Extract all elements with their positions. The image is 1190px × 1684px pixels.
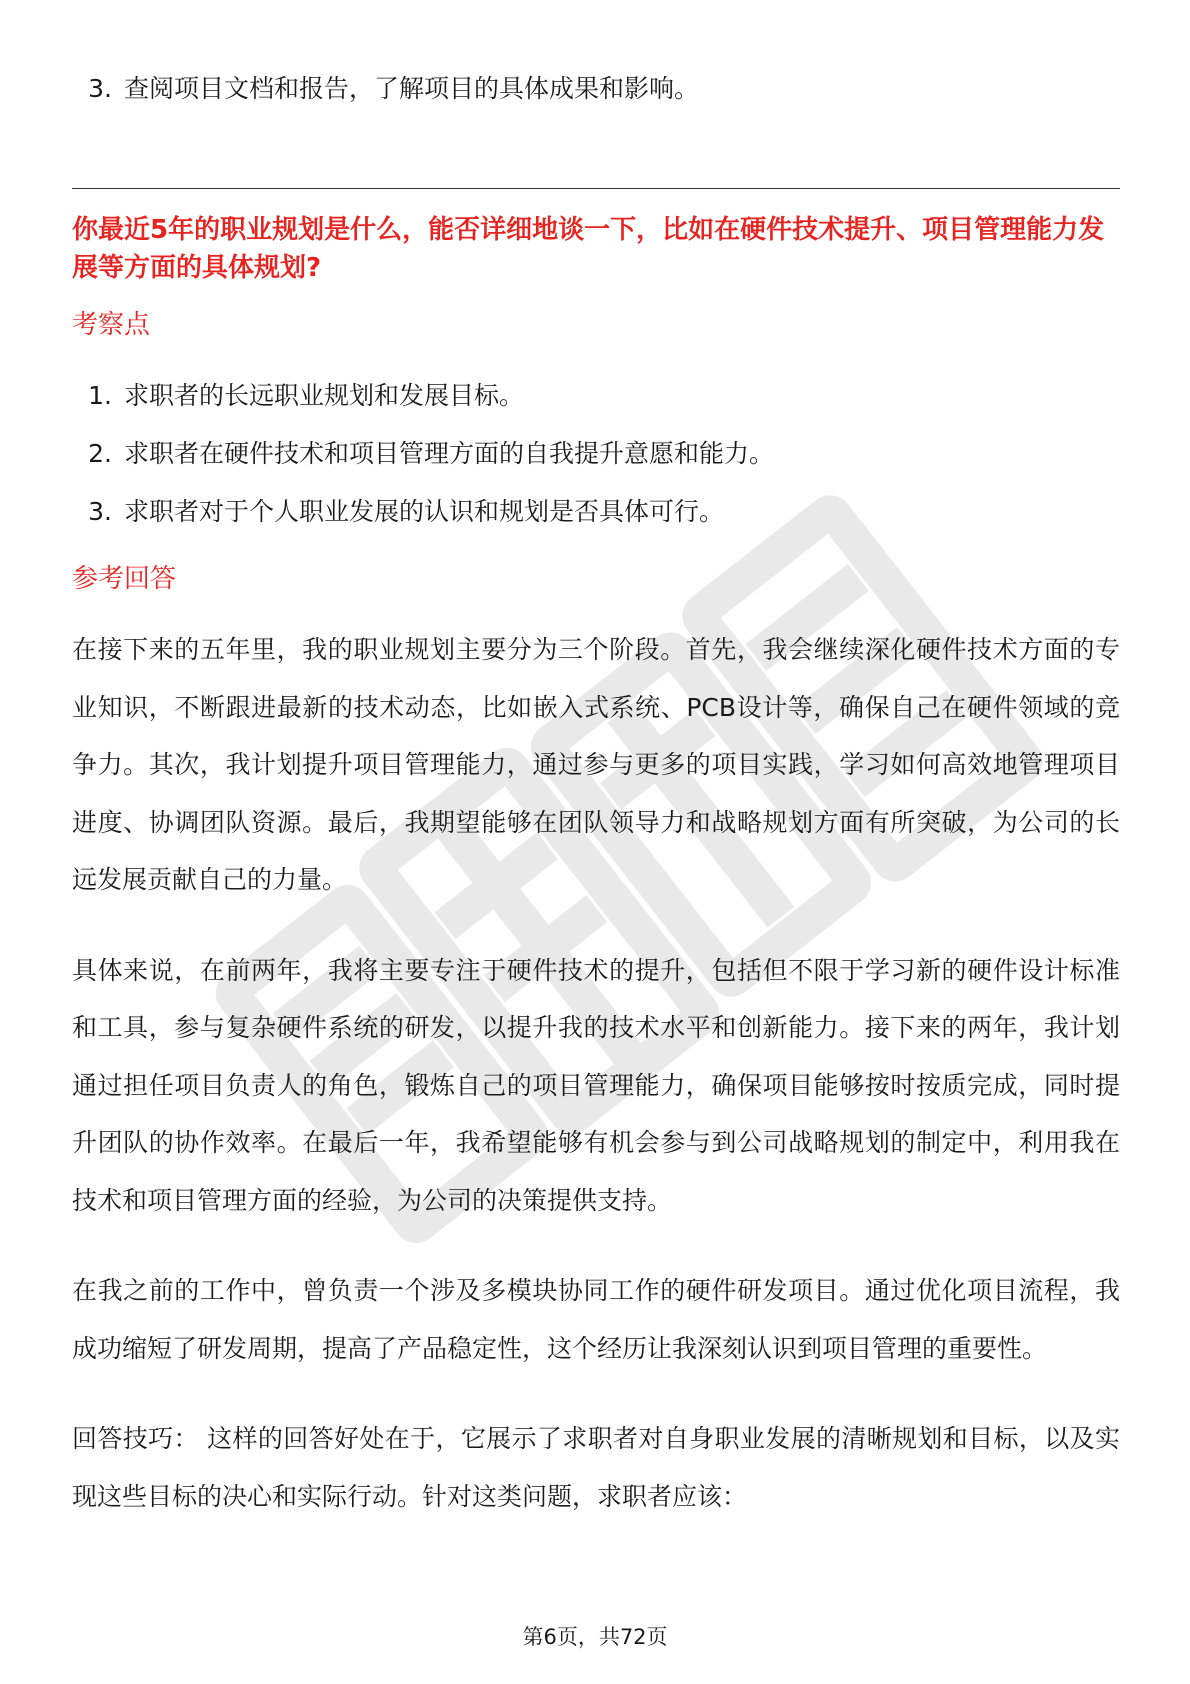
answer-label: 参考回答 <box>72 564 177 594</box>
answer-paragraph: 在接下来的五年里，我的职业规划主要分为三个阶段。首先，我会继续深化硬件技术方面的专业知识，不断跟进最新的技术动态，比如嵌入式系统、PCB设计等，确保自己在硬件领域的竞争力。其次，我计划提升项目管理能力，通过参与更多的项目实践，学习如何高效地管理项目进度、协调团队资源。最后，我期望能够在团队领导力和战略规划方面有所突破，为公司的长远发展贡献自己的力量。 <box>72 635 1120 894</box>
list-item-number: 1. <box>88 381 112 410</box>
list-item <box>72 60 1120 118</box>
list-item-number: 3. <box>88 74 112 103</box>
main-content <box>72 60 1120 1558</box>
list-item <box>72 367 1120 425</box>
list-item <box>72 483 1120 541</box>
page-footer: 第6页，共72页 <box>522 1625 668 1649</box>
list-item <box>72 425 1120 483</box>
list-item-number: 2. <box>88 439 112 468</box>
list-item-text: 求职者对于个人职业发展的认识和规划是否具体可行。 <box>124 497 725 526</box>
focus-list <box>72 367 1120 541</box>
top-list <box>72 60 1120 118</box>
answer-tips-paragraph: 回答技巧： 这样的回答好处在于，它展示了求职者对自身职业发展的清晰规划和目标，以及实现这些目标的决心和实际行动。针对这类问题，求职者应该： <box>72 1424 1120 1511</box>
section-divider <box>72 188 1120 189</box>
question-heading: 你最近5年的职业规划是什么，能否详细地谈一下，比如在硬件技术提升、项目管理能力发展等方面的具体规划? <box>72 215 1105 283</box>
list-item-text: 求职者的长远职业规划和发展目标。 <box>124 381 525 410</box>
answer-paragraph: 具体来说，在前两年，我将主要专注于硬件技术的提升，包括但不限于学习新的硬件设计标准和工具，参与复杂硬件系统的研发，以提升我的技术水平和创新能力。接下来的两年，我计划通过担任项目负责人的角色，锻炼自己的项目管理能力，确保项目能够按时按质完成，同时提升团队的协作效率。在最后一年，我希望能够有机会参与到公司战略规划的制定中，利用我在技术和项目管理方面的经验，为公司的决策提供支持。 <box>72 955 1120 1215</box>
answer-paragraph: 在我之前的工作中，曾负责一个涉及多模块协同工作的硬件研发项目。通过优化项目流程，我成功缩短了研发周期，提高了产品稳定性，这个经历让我深刻认识到项目管理的重要性。 <box>72 1276 1120 1363</box>
list-item-text: 查阅项目文档和报告，了解项目的具体成果和影响。 <box>124 74 700 103</box>
list-item-text: 求职者在硬件技术和项目管理方面的自我提升意愿和能力。 <box>124 439 775 468</box>
focus-label: 考察点 <box>72 310 151 340</box>
list-item-number: 3. <box>88 497 112 526</box>
